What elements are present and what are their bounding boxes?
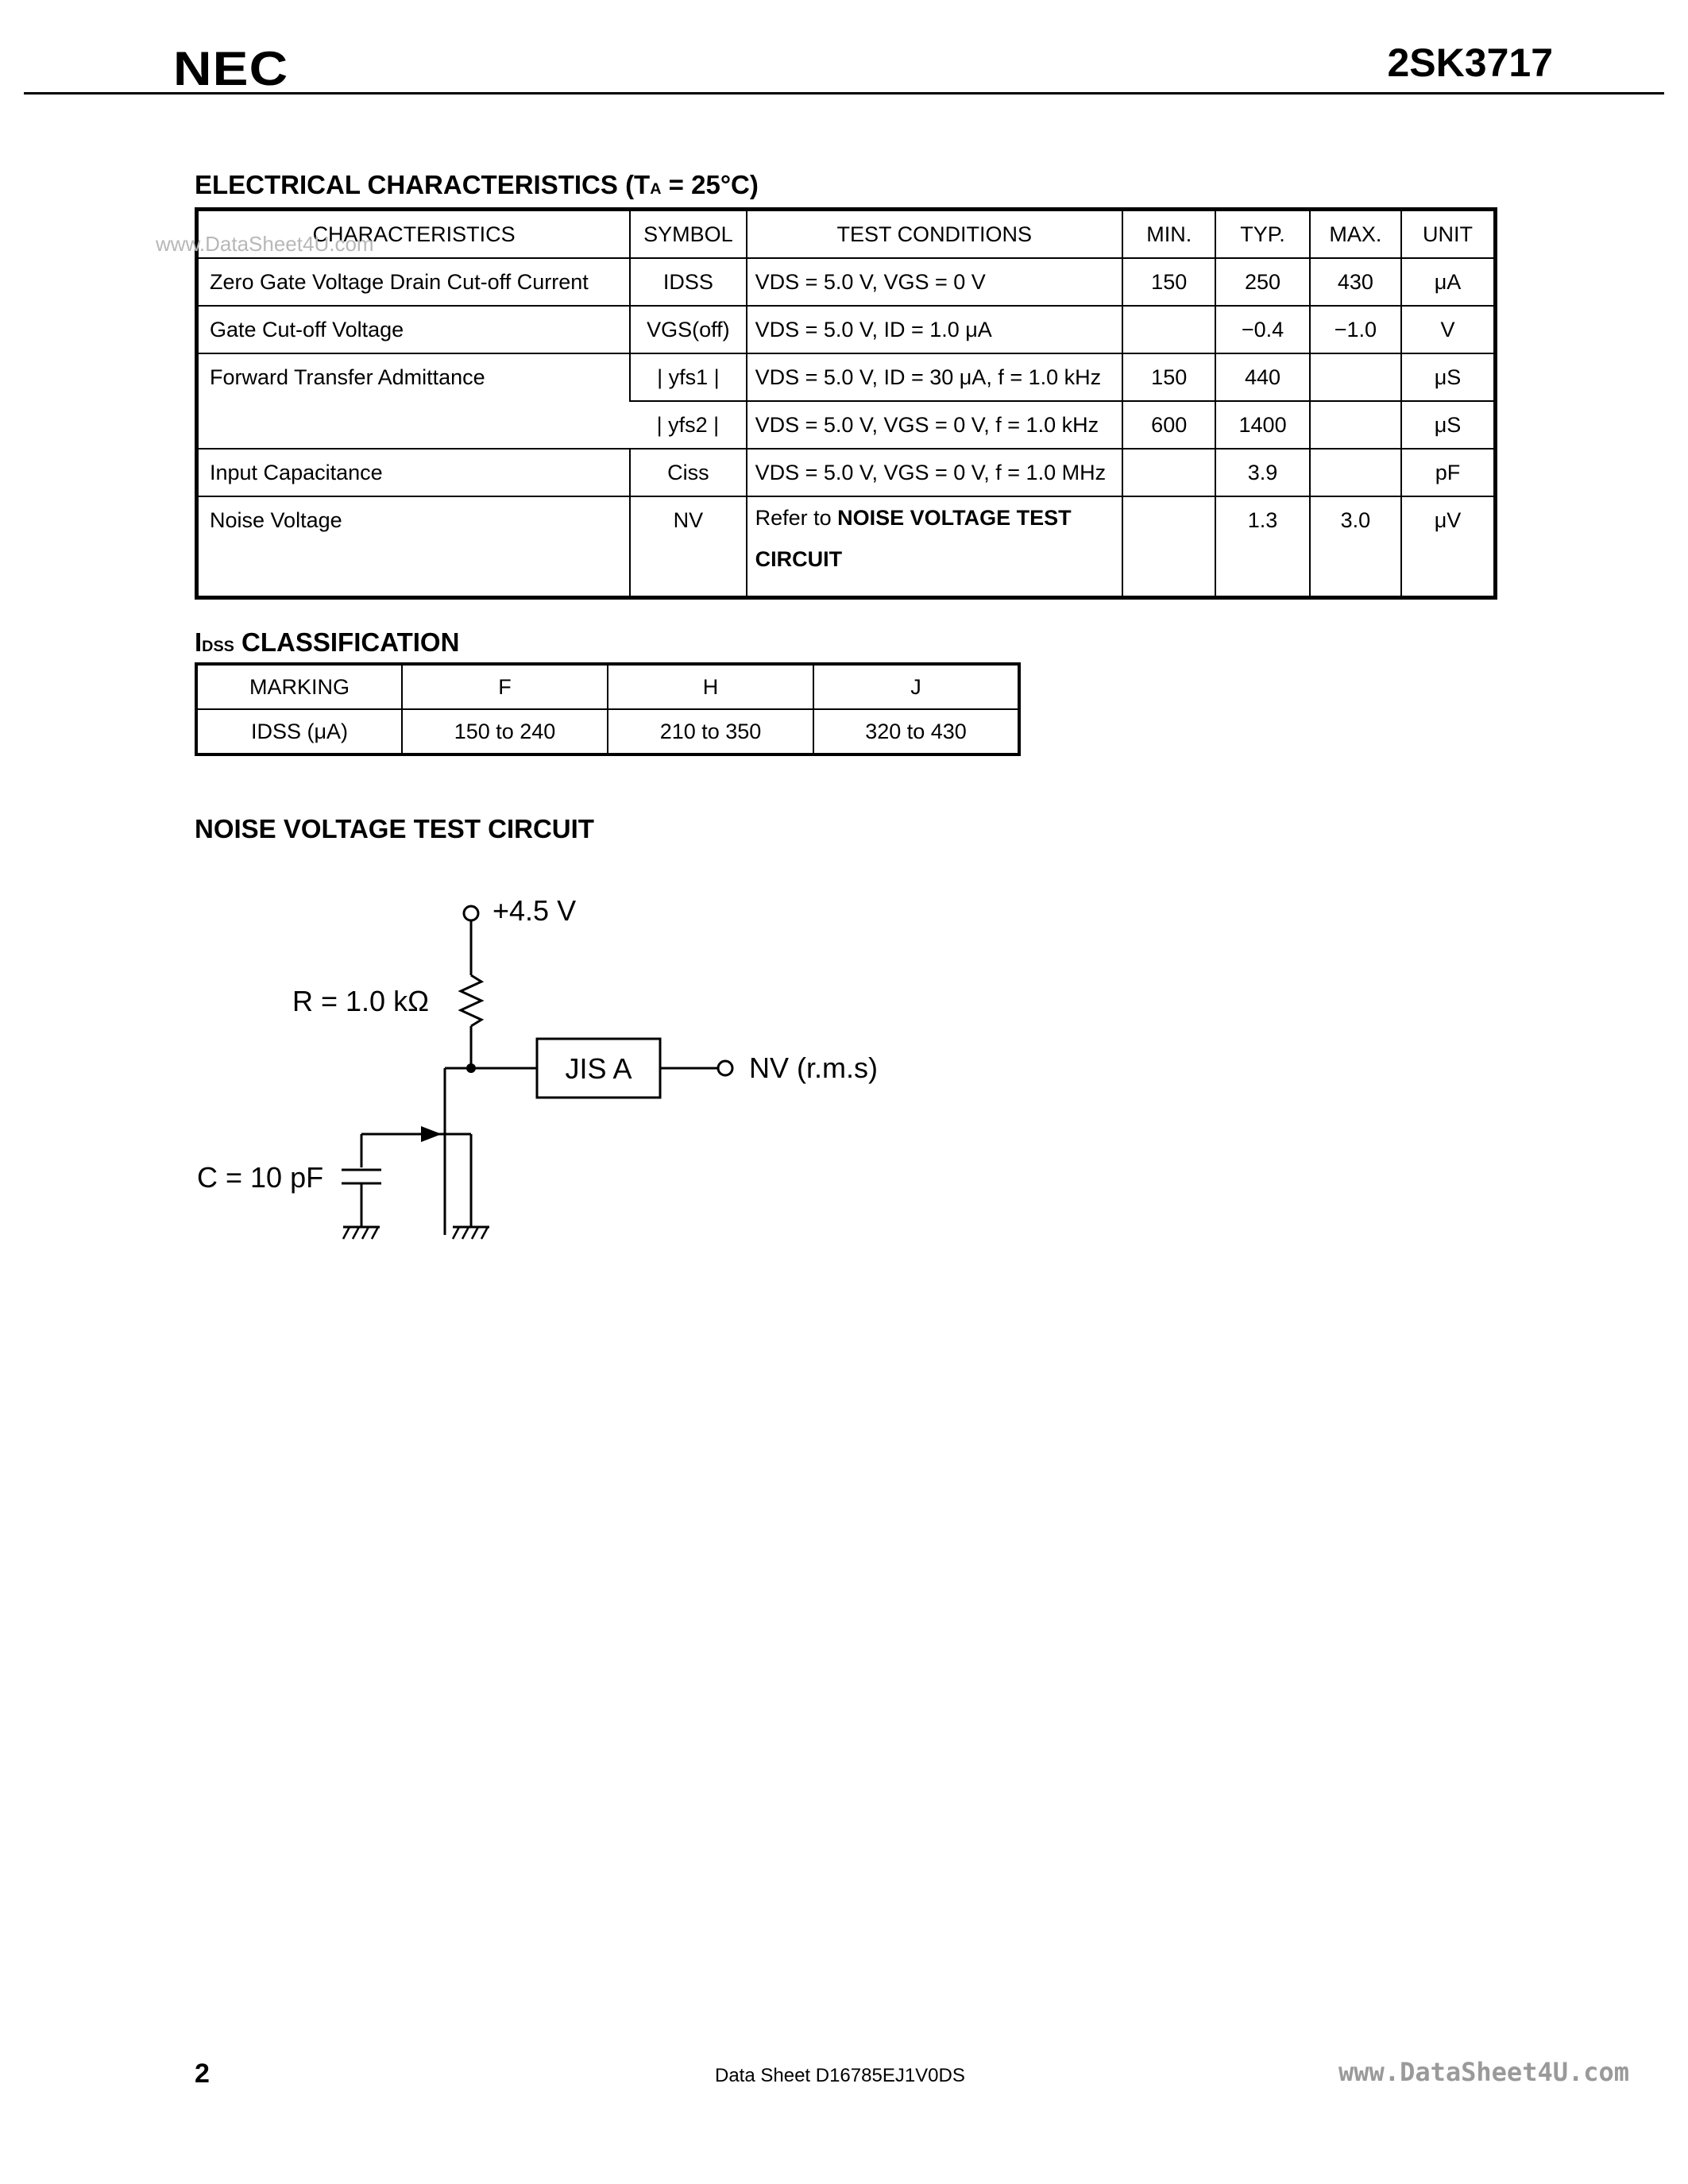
supply-voltage-label: +4.5 V <box>492 894 577 927</box>
unit-cell: μV <box>1401 496 1495 598</box>
capacitor-label: C = 10 pF <box>197 1161 324 1194</box>
ground-hatch <box>362 1227 369 1239</box>
characteristic-cell: Gate Cut-off Voltage <box>197 306 631 353</box>
header-test-conditions: TEST CONDITIONS <box>747 210 1122 259</box>
characteristic-cell: Forward Transfer Admittance <box>210 365 485 389</box>
typ-cell: 1.3 <box>1215 496 1309 598</box>
marking-h: H <box>608 664 813 709</box>
supply-terminal <box>464 906 478 920</box>
max-cell: 3.0 <box>1310 496 1401 598</box>
symbol-cell: Ciss <box>630 449 746 496</box>
min-cell: 600 <box>1122 401 1215 449</box>
page-number: 2 <box>195 2059 210 2089</box>
gate-arrow <box>421 1126 442 1142</box>
output-terminal <box>718 1061 732 1075</box>
symbol-cell: VGS(off) <box>630 306 746 353</box>
symbol-cell: NV <box>630 496 746 598</box>
unit-cell: μS <box>1401 353 1495 401</box>
ground-hatch <box>453 1227 459 1239</box>
noise-test-circuit-reference: NOISE VOLTAGE TEST CIRCUIT <box>755 506 1072 571</box>
header-min: MIN. <box>1122 210 1215 259</box>
marking-header: MARKING <box>196 664 402 709</box>
typ-cell: 250 <box>1215 258 1309 306</box>
circuit-title: NOISE VOLTAGE TEST CIRCUIT <box>195 814 594 843</box>
header-symbol: SYMBOL <box>630 210 746 259</box>
conditions-cell: VDS = 5.0 V, ID = 30 μA, f = 1.0 kHz <box>747 353 1122 401</box>
ground-hatch <box>481 1227 488 1239</box>
junction-dot <box>466 1063 476 1073</box>
symbol-cell: | yfs2 | <box>630 401 746 449</box>
min-cell: 150 <box>1122 258 1215 306</box>
typ-cell: −0.4 <box>1215 306 1309 353</box>
typ-cell: 440 <box>1215 353 1309 401</box>
footer-url-link[interactable]: www.DataSheet4U.com <box>1338 2057 1630 2087</box>
idss-row-label: IDSS (μA) <box>196 709 402 754</box>
marking-j: J <box>813 664 1019 709</box>
conditions-cell: VDS = 5.0 V, ID = 1.0 μA <box>747 306 1122 353</box>
idss-range-h: 210 to 350 <box>608 709 813 754</box>
ground-hatch <box>343 1227 350 1239</box>
min-cell: 150 <box>1122 353 1215 401</box>
conditions-cell: VDS = 5.0 V, VGS = 0 V, f = 1.0 MHz <box>747 449 1122 496</box>
header-max: MAX. <box>1310 210 1401 259</box>
unit-cell: pF <box>1401 449 1495 496</box>
ground-hatch <box>353 1227 359 1239</box>
typ-cell: 1400 <box>1215 401 1309 449</box>
max-cell: −1.0 <box>1310 306 1401 353</box>
resistor-label: R = 1.0 kΩ <box>292 985 429 1017</box>
marking-f: F <box>402 664 608 709</box>
idss-range-j: 320 to 430 <box>813 709 1019 754</box>
output-label: NV (r.m.s) <box>749 1051 878 1084</box>
watermark: www.DataSheet4U.com <box>156 232 374 256</box>
unit-cell: μS <box>1401 401 1495 449</box>
electrical-characteristics-title: ELECTRICAL CHARACTERISTICS (TA = 25°C) <box>195 170 759 199</box>
resistor-symbol <box>461 975 481 1026</box>
part-number: 2SK3717 <box>1387 41 1553 85</box>
jis-a-label: JIS A <box>565 1052 632 1085</box>
header-characteristics: CHARACTERISTICS <box>197 210 631 259</box>
nec-logo: NEC <box>173 42 289 95</box>
max-cell: 430 <box>1310 258 1401 306</box>
conditions-cell: VDS = 5.0 V, VGS = 0 V, f = 1.0 kHz <box>747 401 1122 449</box>
unit-cell: V <box>1401 306 1495 353</box>
characteristic-cell: Zero Gate Voltage Drain Cut-off Current <box>197 258 631 306</box>
characteristic-cell: Noise Voltage <box>210 508 342 532</box>
header-unit: UNIT <box>1401 210 1495 259</box>
idss-classification-title: IDSS CLASSIFICATION <box>195 627 460 657</box>
document-id: Data Sheet D16785EJ1V0DS <box>715 2065 965 2086</box>
ground-hatch <box>472 1227 478 1239</box>
unit-cell: μA <box>1401 258 1495 306</box>
idss-range-f: 150 to 240 <box>402 709 608 754</box>
ground-hatch <box>462 1227 469 1239</box>
symbol-cell: IDSS <box>630 258 746 306</box>
conditions-cell: VDS = 5.0 V, VGS = 0 V <box>747 258 1122 306</box>
characteristic-cell: Input Capacitance <box>197 449 631 496</box>
ground-hatch <box>372 1227 378 1239</box>
header-typ: TYP. <box>1215 210 1309 259</box>
symbol-cell: | yfs1 | <box>630 353 746 401</box>
typ-cell: 3.9 <box>1215 449 1309 496</box>
conditions-cell: Refer to NOISE VOLTAGE TEST CIRCUIT <box>747 496 1122 598</box>
